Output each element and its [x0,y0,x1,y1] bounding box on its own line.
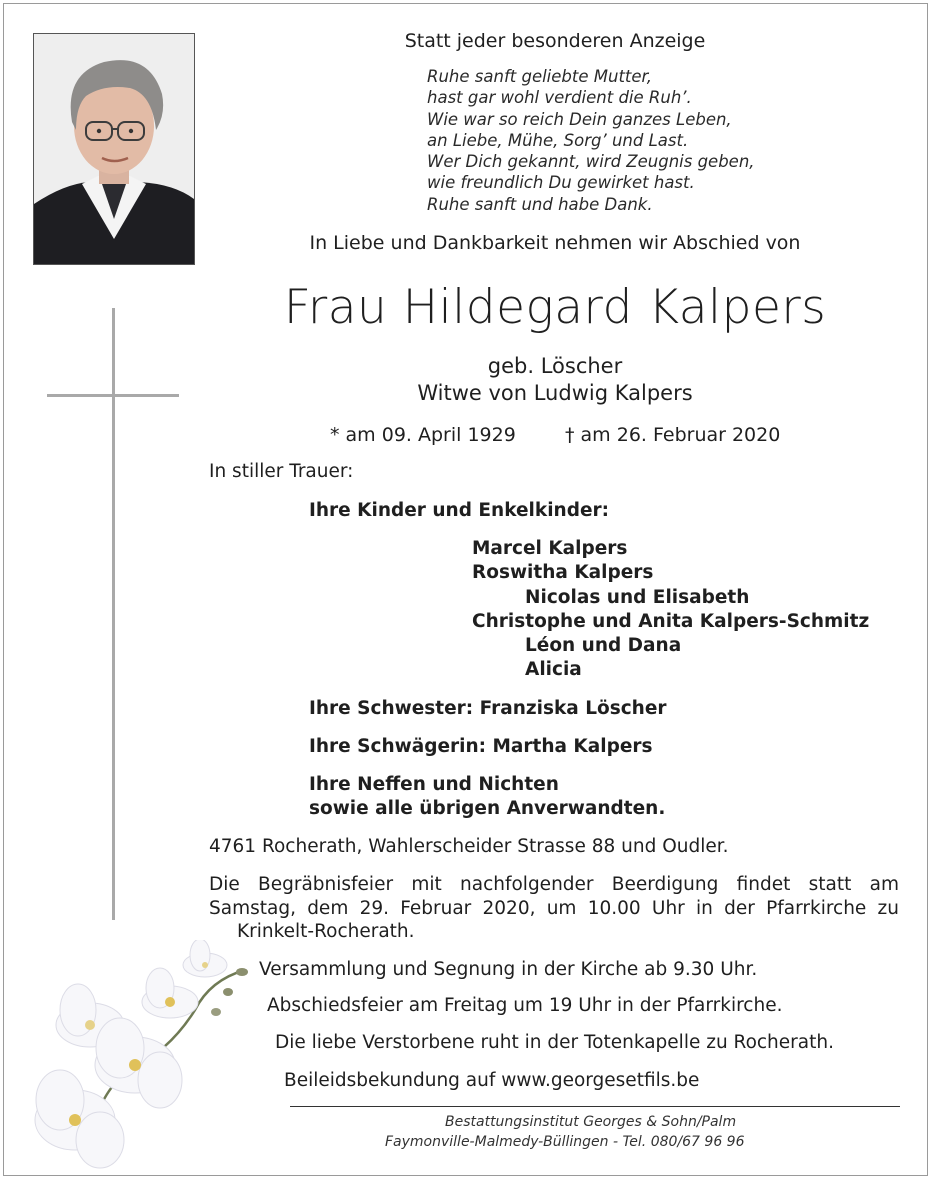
family-member: Alicia [525,659,582,680]
family-member: Christophe und Anita Kalpers-Schmitz [472,611,870,632]
deceased-name: Frau Hildegard Kalpers [283,280,827,335]
portrait-photo [33,33,195,265]
orchid-decoration [20,940,260,1175]
funeral-home-name: Bestattungsinstitut Georges & Sohn/Palm [445,1114,737,1130]
birth-date: * am 09. April 1929 [330,424,516,446]
poem-line: Ruhe sanft und habe Dank. [427,194,653,214]
children-heading: Ihre Kinder und Enkelkinder: [309,500,610,521]
poem-line: Wer Dich gekannt, wird Zeugnis geben, [427,152,755,172]
family-member: Marcel Kalpers [472,538,628,559]
family-member: Léon und Dana [525,635,682,656]
poem-line: Wie war so reich Dein ganzes Leben, [427,109,732,129]
family-member: Nicolas und Elisabeth [525,587,750,608]
widow-of: Witwe von Ludwig Kalpers [417,381,693,405]
funeral-text-line: Die Begräbnisfeier mit nachfolgender Beerdigung findet statt am [209,874,899,895]
sister-in-law-line: Ihre Schwägerin: Martha Kalpers [309,736,653,757]
funeral-text-line: Krinkelt-Rocherath. [237,921,415,942]
sister-line: Ihre Schwester: Franziska Löscher [309,698,667,719]
footer-divider [290,1106,900,1107]
death-date: † am 26. Februar 2020 [565,424,781,446]
relatives-line: sowie alle übrigen Anverwandten. [309,798,666,819]
mourning-intro: In stiller Trauer: [209,461,354,482]
gathering-line: Versammlung und Segnung in der Kirche ab 9.30 Uhr. [259,959,758,980]
farewell-service-line: Abschiedsfeier am Freitag um 19 Uhr in der Pfarrkirche. [267,995,783,1016]
family-member: Roswitha Kalpers [472,562,654,583]
poem-line: Ruhe sanft geliebte Mutter, [427,67,653,86]
nephews-line: Ihre Neffen und Nichten [309,774,559,795]
poem-line: wie freundlich Du gewirket hast. [427,173,695,193]
funeral-home-contact: Faymonville-Malmedy-Büllingen - Tel. 080/67 96 96 [385,1134,745,1150]
maiden-name: geb. Löscher [487,354,623,378]
farewell-line: In Liebe und Dankbarkeit nehmen wir Abschied von [309,232,801,254]
poem-line: an Liebe, Mühe, Sorg’ und Last. [427,130,689,150]
poem-line: hast gar wohl verdient die Ruh’. [427,88,692,108]
address-line: 4761 Rocherath, Wahlerscheider Strasse 88 und Oudler. [209,836,729,857]
intro-line: Statt jeder besonderen Anzeige [404,30,706,52]
poem [427,66,755,215]
funeral-text-line: Samstag, dem 29. Februar 2020, um 10.00 Uhr in der Pfarrkirche zu [209,898,899,919]
condolences-line: Beileidsbekundung auf www.georgesetfils.be [284,1070,700,1091]
chapel-line: Die liebe Verstorbene ruht in der Totenkapelle zu Rocherath. [275,1032,834,1053]
